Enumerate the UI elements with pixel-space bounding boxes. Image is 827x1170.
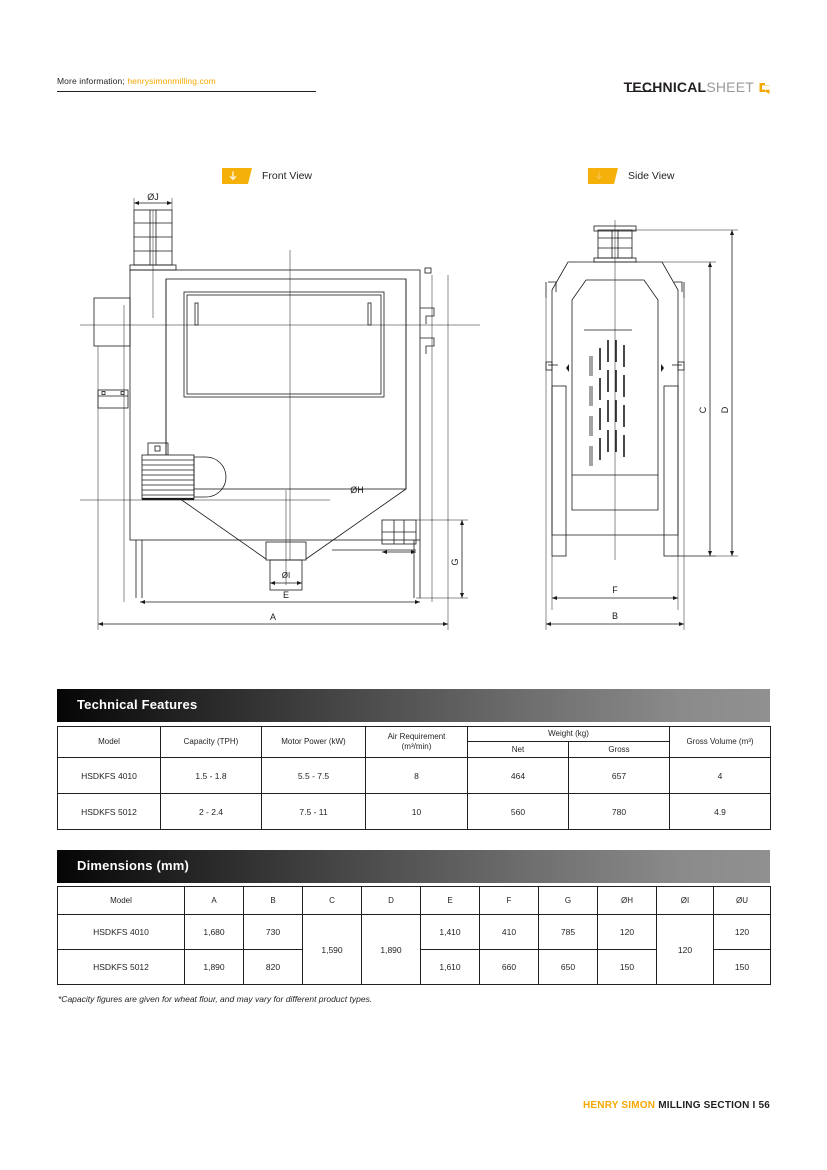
cell-e: 1,610 bbox=[421, 950, 480, 985]
cell-oh: 150 bbox=[598, 950, 657, 985]
col-f: F bbox=[480, 887, 539, 915]
cell-g: 785 bbox=[539, 915, 598, 950]
col-a: A bbox=[185, 887, 244, 915]
label-side-b: B bbox=[611, 611, 619, 621]
col-motor-power: Motor Power (kW) bbox=[262, 727, 366, 758]
technical-features-title: Technical Features bbox=[77, 697, 198, 712]
col-weight: Weight (kg) bbox=[468, 727, 670, 742]
page-header bbox=[0, 0, 827, 110]
label-front-oi: ØI bbox=[281, 571, 291, 580]
cell-air-requirement: 8 bbox=[366, 758, 468, 794]
label-front-a: A bbox=[269, 612, 277, 622]
cell-a: 1,890 bbox=[185, 950, 244, 985]
cell-oh: 120 bbox=[598, 915, 657, 950]
logo-technical-text: TECHNICAL bbox=[623, 79, 707, 95]
cell-f: 660 bbox=[480, 950, 539, 985]
col-capacity: Capacity (TPH) bbox=[161, 727, 262, 758]
table-row bbox=[58, 758, 771, 794]
technical-sheet-logo bbox=[624, 79, 770, 95]
table-row bbox=[58, 915, 771, 950]
page-footer bbox=[583, 1100, 770, 1111]
table-row bbox=[58, 794, 771, 830]
cell-weight-net: 464 bbox=[468, 758, 569, 794]
cell-capacity: 2 - 2.4 bbox=[161, 794, 262, 830]
logo-sheet-text: SHEET bbox=[706, 79, 754, 95]
technical-features-header bbox=[57, 689, 770, 722]
down-arrow-icon bbox=[222, 168, 252, 184]
label-side-f: F bbox=[612, 585, 618, 595]
cell-air-requirement: 10 bbox=[366, 794, 468, 830]
side-view-tag bbox=[588, 168, 675, 184]
header-divider-left bbox=[57, 91, 316, 92]
col-e: E bbox=[421, 887, 480, 915]
label-front-oh: ØH bbox=[350, 485, 364, 495]
cell-model: HSDKFS 4010 bbox=[58, 758, 161, 794]
label-side-c: C bbox=[698, 406, 708, 414]
col-model: Model bbox=[58, 727, 161, 758]
cell-oi-merged: 120 bbox=[657, 915, 714, 985]
cell-b: 730 bbox=[244, 915, 303, 950]
dimensions-title: Dimensions (mm) bbox=[77, 858, 190, 873]
cell-weight-net: 560 bbox=[468, 794, 569, 830]
col-air-requirement-line1: Air Requirement bbox=[387, 732, 446, 741]
label-side-d: D bbox=[720, 406, 730, 414]
cell-model: HSDKFS 4010 bbox=[58, 915, 185, 950]
col-air-requirement-line2: (m³/min) bbox=[401, 742, 432, 751]
capacity-footnote: *Capacity figures are given for wheat flour, and may vary for different product types. bbox=[58, 994, 373, 1004]
down-arrow-icon bbox=[588, 168, 618, 184]
front-view-tag bbox=[222, 168, 312, 184]
footer-brand: HENRY SIMON bbox=[583, 1100, 656, 1111]
col-ou: ØU bbox=[714, 887, 771, 915]
col-d: D bbox=[362, 887, 421, 915]
col-weight-gross: Gross bbox=[569, 742, 670, 758]
more-information-label: More information; bbox=[57, 76, 125, 86]
website-link[interactable]: henrysimonmilling.com bbox=[127, 76, 216, 86]
cell-ou: 150 bbox=[714, 950, 771, 985]
label-front-oj: ØJ bbox=[147, 192, 159, 202]
logo-arrow-icon bbox=[759, 81, 770, 94]
col-g: G bbox=[539, 887, 598, 915]
footer-section: MILLING SECTION I 56 bbox=[658, 1100, 770, 1111]
col-oi: ØI bbox=[657, 887, 714, 915]
cell-motor-power: 7.5 - 11 bbox=[262, 794, 366, 830]
cell-model: HSDKFS 5012 bbox=[58, 794, 161, 830]
cell-gross-volume: 4.9 bbox=[670, 794, 771, 830]
cell-a: 1,680 bbox=[185, 915, 244, 950]
cell-g: 650 bbox=[539, 950, 598, 985]
cell-ou: 120 bbox=[714, 915, 771, 950]
front-view-drawing bbox=[80, 190, 480, 650]
label-front-e: E bbox=[282, 590, 290, 600]
cell-d-merged: 1,890 bbox=[362, 915, 421, 985]
cell-e: 1,410 bbox=[421, 915, 480, 950]
cell-weight-gross: 657 bbox=[569, 758, 670, 794]
label-front-g: G bbox=[450, 558, 460, 566]
cell-weight-gross: 780 bbox=[569, 794, 670, 830]
col-oh: ØH bbox=[598, 887, 657, 915]
cell-c-merged: 1,590 bbox=[303, 915, 362, 985]
more-information bbox=[57, 76, 216, 86]
col-gross-volume: Gross Volume (m³) bbox=[670, 727, 771, 758]
side-view-drawing bbox=[520, 190, 780, 650]
cell-capacity: 1.5 - 1.8 bbox=[161, 758, 262, 794]
front-view-label: Front View bbox=[262, 170, 312, 182]
side-view-label: Side View bbox=[628, 170, 675, 182]
dimensions-header bbox=[57, 850, 770, 883]
col-c: C bbox=[303, 887, 362, 915]
table-header-row bbox=[58, 727, 771, 742]
cell-f: 410 bbox=[480, 915, 539, 950]
table-header-row bbox=[58, 887, 771, 915]
col-air-requirement bbox=[366, 727, 468, 758]
col-weight-net: Net bbox=[468, 742, 569, 758]
cell-gross-volume: 4 bbox=[670, 758, 771, 794]
dimensions-table bbox=[57, 886, 771, 985]
cell-b: 820 bbox=[244, 950, 303, 985]
cell-model: HSDKFS 5012 bbox=[58, 950, 185, 985]
cell-motor-power: 5.5 - 7.5 bbox=[262, 758, 366, 794]
technical-features-table bbox=[57, 726, 771, 830]
col-model: Model bbox=[58, 887, 185, 915]
col-b: B bbox=[244, 887, 303, 915]
